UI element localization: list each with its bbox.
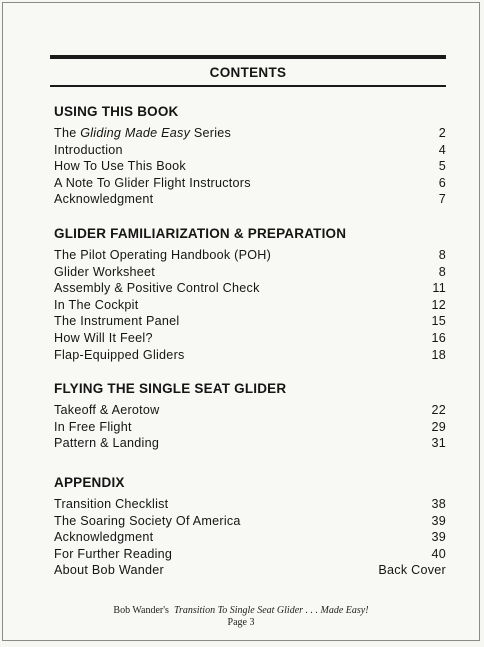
toc-entry-label: In Free Flight — [54, 419, 132, 434]
section-heading: APPENDIX — [54, 475, 125, 490]
toc-entry — [54, 562, 446, 579]
section-appendix — [54, 474, 446, 579]
toc-entry — [54, 264, 446, 281]
toc-entry-page: 38 — [431, 497, 446, 511]
toc-entry-page: 29 — [431, 419, 446, 434]
section-using-this-book — [54, 103, 446, 208]
toc-entry-label: Acknowledgment — [54, 192, 154, 207]
page-footer — [3, 605, 479, 629]
toc-entry-label-prefix: The — [54, 126, 81, 140]
toc-entry — [54, 175, 446, 192]
footer-page-number: Page 3 — [227, 617, 255, 628]
section-heading: FLYING THE SINGLE SEAT GLIDER — [54, 381, 287, 396]
toc-entry-page: 12 — [431, 297, 446, 312]
toc-entry-label: A Note To Glider Flight Instructors — [54, 175, 251, 190]
toc-entry-page: 18 — [431, 347, 446, 362]
toc-entry-page: 31 — [431, 436, 446, 451]
toc-entry-label: Flap-Equipped Gliders — [54, 347, 185, 362]
toc-entry — [54, 546, 446, 563]
toc-entry-page: 16 — [431, 330, 446, 345]
footer-credit — [3, 605, 479, 617]
section-glider-familiarization — [54, 225, 446, 363]
toc-entry-label: Pattern & Landing — [54, 436, 160, 451]
toc-entry — [54, 142, 446, 159]
toc-entry-label: For Further Reading — [54, 546, 173, 561]
toc-entry — [54, 402, 446, 419]
toc-entry-label: The Instrument Panel — [54, 314, 180, 329]
toc-entry-page: 8 — [438, 264, 446, 279]
footer-author: Bob Wander's — [113, 605, 169, 616]
toc-entry — [54, 247, 446, 264]
toc-entry — [54, 297, 446, 314]
toc-entry-label: Introduction — [54, 142, 123, 157]
section-flying-single-seat — [54, 380, 446, 452]
toc-entry — [54, 496, 446, 513]
toc-entry-label: Acknowledgment — [54, 530, 154, 545]
toc-entry-page: 40 — [431, 546, 446, 561]
toc-entry-page: 8 — [438, 248, 446, 262]
toc-entry-page: 11 — [432, 281, 446, 296]
toc-entry-label: Transition Checklist — [54, 497, 169, 511]
toc-entry-label: How To Use This Book — [54, 159, 186, 174]
toc-entry-page: 15 — [431, 314, 446, 329]
section-heading: USING THIS BOOK — [54, 104, 179, 119]
bottom-rule — [50, 85, 446, 87]
toc-entry — [54, 280, 446, 297]
toc-entry-label: Takeoff & Aerotow — [54, 403, 160, 417]
toc-entry-label: The Soaring Society Of America — [54, 513, 241, 528]
toc-entry — [54, 513, 446, 530]
toc-entry — [54, 529, 446, 546]
toc-entry — [54, 191, 446, 208]
document-page — [2, 2, 480, 641]
toc-entry — [54, 419, 446, 436]
toc-entry-label: The Pilot Operating Handbook (POH) — [54, 248, 272, 262]
toc-entry — [54, 158, 446, 175]
page-title: CONTENTS — [209, 65, 287, 80]
toc-entry-page: 22 — [431, 403, 446, 417]
toc-entry-label — [54, 125, 231, 142]
toc-entry-label: How Will It Feel? — [54, 330, 153, 345]
toc-entry-page: 7 — [438, 192, 446, 207]
toc-entry-page: 4 — [438, 142, 446, 157]
toc-entry — [54, 435, 446, 452]
toc-entry-page: 2 — [438, 126, 446, 140]
footer-book-title: Transition To Single Seat Glider . . . Made Easy! — [173, 605, 369, 616]
toc-entry-label: Assembly & Positive Control Check — [54, 281, 260, 296]
toc-entry — [54, 125, 446, 142]
contents-header — [50, 55, 446, 87]
toc-entry-label-suffix: Series — [190, 126, 232, 140]
toc-entry — [54, 347, 446, 364]
toc-entry — [54, 313, 446, 330]
toc-entry-label-italic: Gliding Made Easy — [80, 126, 191, 140]
toc-entry-page: 39 — [431, 513, 446, 528]
section-heading: GLIDER FAMILIARIZATION & PREPARATION — [54, 226, 347, 241]
toc-entry-label: About Bob Wander — [54, 563, 164, 578]
toc-entry-page: Back Cover — [378, 563, 446, 578]
toc-entry-page: 6 — [438, 175, 446, 190]
toc-entry-page: 5 — [438, 159, 446, 174]
toc-entry-label: In The Cockpit — [54, 297, 139, 312]
toc-entry-page: 39 — [431, 530, 446, 545]
toc-entry — [54, 330, 446, 347]
toc-entry-label: Glider Worksheet — [54, 264, 156, 279]
